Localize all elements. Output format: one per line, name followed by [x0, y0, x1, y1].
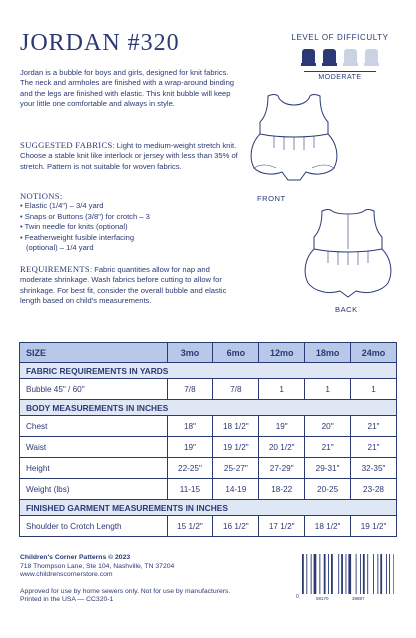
size-column-header: 24mo	[351, 343, 397, 363]
thimble-icon	[300, 45, 317, 67]
row-label: Weight (lbs)	[20, 479, 168, 500]
barcode-bar	[367, 554, 368, 594]
footer	[20, 554, 270, 605]
barcode-bar	[346, 554, 347, 594]
barcode-bar	[377, 554, 378, 594]
table-cell: 15 1/2"	[167, 516, 213, 537]
size-column-header: 3mo	[167, 343, 213, 363]
table-cell: 18 1/2"	[213, 416, 259, 437]
barcode-bar	[324, 554, 326, 594]
table-row	[20, 379, 397, 400]
company-address: 718 Thompson Lane, Ste 104, Nashville, TN 37204	[20, 562, 175, 570]
difficulty-panel	[276, 33, 404, 81]
table-cell: 18 1/2"	[305, 516, 351, 537]
back-garment-illustration	[294, 205, 404, 305]
thimble-icon	[342, 45, 359, 67]
thimble-icon	[363, 45, 380, 67]
barcode-bar	[393, 554, 394, 594]
row-label: Waist	[20, 437, 168, 458]
table-cell: 21"	[351, 416, 397, 437]
notions-heading: NOTIONS:	[20, 191, 63, 201]
barcode-bar	[389, 554, 390, 594]
row-label: Bubble 45" / 60"	[20, 379, 168, 400]
table-cell: 19"	[259, 416, 305, 437]
thimble-icon	[321, 45, 338, 67]
barcode-bar	[380, 554, 382, 594]
table-cell: 25-27"	[213, 458, 259, 479]
table-cell: 21"	[351, 437, 397, 458]
barcode-bar	[341, 554, 343, 594]
finished-garment-heading: FINISHED GARMENT MEASUREMENTS IN INCHES	[20, 500, 397, 516]
barcode-bar	[386, 554, 387, 594]
table-cell: 23-28	[351, 479, 397, 500]
barcode-bar	[373, 554, 374, 594]
table-cell: 18-22	[259, 479, 305, 500]
difficulty-label: LEVEL OF DIFFICULTY	[291, 33, 389, 42]
table-row	[20, 437, 397, 458]
table-cell: 18"	[167, 416, 213, 437]
intro-text: Jordan is a bubble for boys and girls, designed for knit fabrics. The neck and armholes are finished with a wrap-around binding and the legs are finished with elastic. This knit bubble will keep your little one comfortable and always in style.	[20, 68, 235, 109]
fabric-requirements-heading: FABRIC REQUIREMENTS IN YARDS	[20, 363, 397, 379]
table-cell: 1	[305, 379, 351, 400]
barcode-bar	[311, 554, 312, 594]
section-row	[20, 500, 397, 516]
requirements-text: : Fabric quantities allow for nap and moderate shrinkage. Wash fabrics before cutting to allow for shrinkage. For best fit, consider the overall bubble and elastic length based on child's measurements.	[20, 265, 227, 306]
table-cell: 27-29"	[259, 458, 305, 479]
pattern-title: JORDAN #320	[20, 30, 180, 56]
barcode-bar	[331, 554, 333, 594]
table-cell: 16 1/2"	[213, 516, 259, 537]
table-cell: 32-35"	[351, 458, 397, 479]
barcode-bar	[306, 554, 307, 594]
table-cell: 1	[259, 379, 305, 400]
barcode-bar	[314, 554, 317, 594]
barcode-bar	[360, 554, 361, 594]
notions-item: • Featherweight fusible interfacing	[20, 232, 135, 242]
back-caption: BACK	[335, 305, 358, 314]
table-cell: 20"	[305, 416, 351, 437]
notions-item: • Snaps or Buttons (3/8") for crotch – 3	[20, 211, 150, 221]
table-cell: 20-25	[305, 479, 351, 500]
barcode-bar	[338, 554, 339, 594]
notions	[20, 191, 242, 253]
table-row	[20, 479, 397, 500]
notions-item: • Twin needle for knits (optional)	[20, 222, 128, 232]
table-cell: 7/8	[167, 379, 213, 400]
section-row	[20, 400, 397, 416]
table-cell: 20 1/2"	[259, 437, 305, 458]
company-website[interactable]: www.childrenscornerstore.com	[20, 571, 113, 579]
table-row	[20, 458, 397, 479]
barcode-bar	[328, 554, 329, 594]
table-cell: 22-25"	[167, 458, 213, 479]
body-measurements-heading: BODY MEASUREMENTS IN INCHES	[20, 400, 397, 416]
barcode-left-digits: 59170	[316, 596, 329, 601]
table-cell: 19 1/2"	[351, 516, 397, 537]
barcode-bar	[363, 554, 365, 594]
barcode-bar	[319, 554, 320, 594]
row-label: Shoulder to Crotch Length	[20, 516, 168, 537]
suggested-fabrics	[20, 140, 242, 172]
size-column-header: 6mo	[213, 343, 259, 363]
size-header: SIZE	[20, 343, 168, 363]
table-cell: 7/8	[213, 379, 259, 400]
row-label: Chest	[20, 416, 168, 437]
thimble-rating	[276, 45, 404, 69]
barcode-bar	[348, 554, 351, 594]
table-cell: 11-15	[167, 479, 213, 500]
print-notice: Printed in the USA — CC320-1	[20, 596, 114, 604]
barcode-right-digits: 38887	[352, 596, 365, 601]
barcode	[294, 552, 394, 602]
table-cell: 1	[351, 379, 397, 400]
row-label: Height	[20, 458, 168, 479]
table-row	[20, 416, 397, 437]
table-cell: 14-19	[213, 479, 259, 500]
table-cell: 17 1/2"	[259, 516, 305, 537]
suggested-fabrics-text: : Light to medium-weight stretch knit. Choose a stable knit like interlock or jersey with less than 35% of stretch. Pattern is not suitable for woven fabrics.	[20, 141, 238, 171]
requirements	[20, 264, 242, 307]
measurement-table	[19, 342, 397, 537]
section-row	[20, 363, 397, 379]
barcode-bar	[356, 554, 357, 594]
barcode-small-digit: 0	[296, 594, 299, 600]
size-column-header: 12mo	[259, 343, 305, 363]
barcode-bar	[302, 554, 304, 594]
usage-notice: Approved for use by home sewers only. Not for use by manufacturers.	[20, 587, 231, 595]
table-row	[20, 516, 397, 537]
difficulty-level: MODERATE	[304, 71, 376, 81]
front-caption: FRONT	[257, 194, 286, 203]
suggested-fabrics-heading: SUGGESTED FABRICS	[20, 140, 113, 150]
notions-item: (optional) – 1/4 yard	[26, 243, 94, 253]
table-cell: 21"	[305, 437, 351, 458]
table-cell: 19 1/2"	[213, 437, 259, 458]
notions-item: • Elastic (1/4") – 3/4 yard	[20, 201, 104, 211]
table-header-row	[20, 343, 397, 363]
table-cell: 19"	[167, 437, 213, 458]
front-garment-illustration	[240, 90, 350, 190]
requirements-heading: REQUIREMENTS	[20, 264, 90, 274]
table-cell: 29-31"	[305, 458, 351, 479]
size-column-header: 18mo	[305, 343, 351, 363]
company-name: Children's Corner Patterns © 2023	[20, 554, 131, 561]
